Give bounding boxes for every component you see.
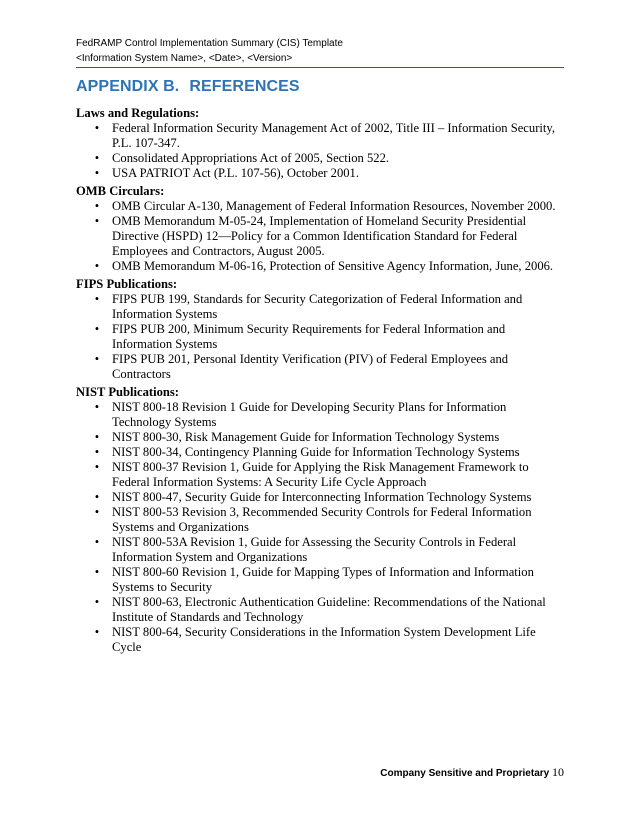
section-heading: OMB Circulars: [76, 184, 165, 198]
bullet-icon: • [94, 490, 100, 504]
reference-item [76, 400, 566, 430]
reference-text: NIST 800-47, Security Guide for Interconnecting Information Technology Systems [112, 490, 532, 504]
reference-item [76, 460, 566, 490]
bullet-icon: • [94, 460, 100, 474]
bullet-icon: • [94, 292, 100, 306]
reference-text: USA PATRIOT Act (P.L. 107-56), October 2001. [112, 166, 359, 180]
bullet-icon: • [94, 445, 100, 459]
reference-item [76, 151, 566, 166]
appendix-title: REFERENCES [189, 78, 300, 95]
bullet-icon: • [94, 352, 100, 366]
reference-text: FIPS PUB 201, Personal Identity Verification (PIV) of Federal Employees and Contractors [112, 352, 509, 381]
reference-text: OMB Memorandum M-05-24, Implementation of Homeland Security Presidential Directive (HSPD) 12—Policy for a Common Identification Standard for Federal Employees and Contractors, August 2005. [112, 214, 527, 258]
page-number: 10 [552, 765, 564, 779]
reference-section [76, 277, 566, 382]
reference-text: FIPS PUB 199, Standards for Security Categorization of Federal Information and Information Systems [112, 292, 523, 321]
reference-text: NIST 800-37 Revision 1, Guide for Applying the Risk Management Framework to Federal Information Systems: A Security Life Cycle Approach [112, 460, 529, 489]
reference-item [76, 259, 566, 274]
reference-text: NIST 800-60 Revision 1, Guide for Mapping Types of Information and Information Systems to Security [112, 565, 534, 594]
reference-text: Federal Information Security Management Act of 2002, Title III – Information Security, P.L. 107-347. [112, 121, 556, 150]
reference-list [76, 199, 566, 274]
reference-list [76, 400, 566, 655]
reference-item [76, 199, 566, 214]
bullet-icon: • [94, 199, 100, 213]
bullet-icon: • [94, 625, 100, 639]
reference-item [76, 625, 566, 655]
reference-text: OMB Circular A-130, Management of Federal Information Resources, November 2000. [112, 199, 556, 213]
reference-item [76, 121, 566, 151]
reference-item [76, 445, 566, 460]
reference-item [76, 352, 566, 382]
reference-text: NIST 800-18 Revision 1 Guide for Developing Security Plans for Information Technology Systems [112, 400, 507, 429]
appendix-heading [76, 77, 564, 97]
header-document-title: FedRAMP Control Implementation Summary (CIS) Template [76, 38, 343, 49]
reference-section [76, 184, 566, 274]
reference-item [76, 490, 566, 505]
reference-text: NIST 800-53 Revision 3, Recommended Security Controls for Federal Information Systems and Organizations [112, 505, 532, 534]
reference-text: FIPS PUB 200, Minimum Security Requirements for Federal Information and Information Systems [112, 322, 506, 351]
reference-item [76, 166, 566, 181]
bullet-icon: • [94, 535, 100, 549]
footer-classification: Company Sensitive and Proprietary [380, 768, 550, 779]
bullet-icon: • [94, 214, 100, 228]
header-divider [76, 67, 564, 68]
reference-item [76, 535, 566, 565]
reference-list [76, 121, 566, 181]
bullet-icon: • [94, 400, 100, 414]
page-footer [380, 765, 564, 781]
bullet-icon: • [94, 166, 100, 180]
reference-section [76, 385, 566, 655]
reference-item [76, 214, 566, 259]
reference-text: NIST 800-53A Revision 1, Guide for Assessing the Security Controls in Federal Information System and Organizations [112, 535, 517, 564]
reference-item [76, 565, 566, 595]
bullet-icon: • [94, 121, 100, 135]
reference-item [76, 430, 566, 445]
section-heading: FIPS Publications: [76, 277, 178, 291]
page-header [76, 36, 564, 66]
bullet-icon: • [94, 151, 100, 165]
bullet-icon: • [94, 322, 100, 336]
bullet-icon: • [94, 565, 100, 579]
section-heading: NIST Publications: [76, 385, 179, 399]
reference-text: OMB Memorandum M-06-16, Protection of Sensitive Agency Information, June, 2006. [112, 259, 554, 273]
bullet-icon: • [94, 505, 100, 519]
reference-list [76, 292, 566, 382]
reference-text: NIST 800-63, Electronic Authentication Guideline: Recommendations of the National Institute of Standards and Technology [112, 595, 546, 624]
references-content [76, 106, 566, 658]
reference-text: NIST 800-64, Security Considerations in the Information System Development Life Cycle [112, 625, 536, 654]
reference-item [76, 292, 566, 322]
reference-section [76, 106, 566, 181]
reference-item [76, 505, 566, 535]
bullet-icon: • [94, 430, 100, 444]
reference-text: NIST 800-34, Contingency Planning Guide for Information Technology Systems [112, 445, 520, 459]
reference-item [76, 322, 566, 352]
bullet-icon: • [94, 259, 100, 273]
bullet-icon: • [94, 595, 100, 609]
reference-item [76, 595, 566, 625]
appendix-label: APPENDIX B. [76, 78, 180, 95]
header-system-info: <Information System Name>, <Date>, <Version> [76, 53, 293, 64]
section-heading: Laws and Regulations: [76, 106, 200, 120]
reference-text: NIST 800-30, Risk Management Guide for Information Technology Systems [112, 430, 500, 444]
reference-text: Consolidated Appropriations Act of 2005, Section 522. [112, 151, 390, 165]
